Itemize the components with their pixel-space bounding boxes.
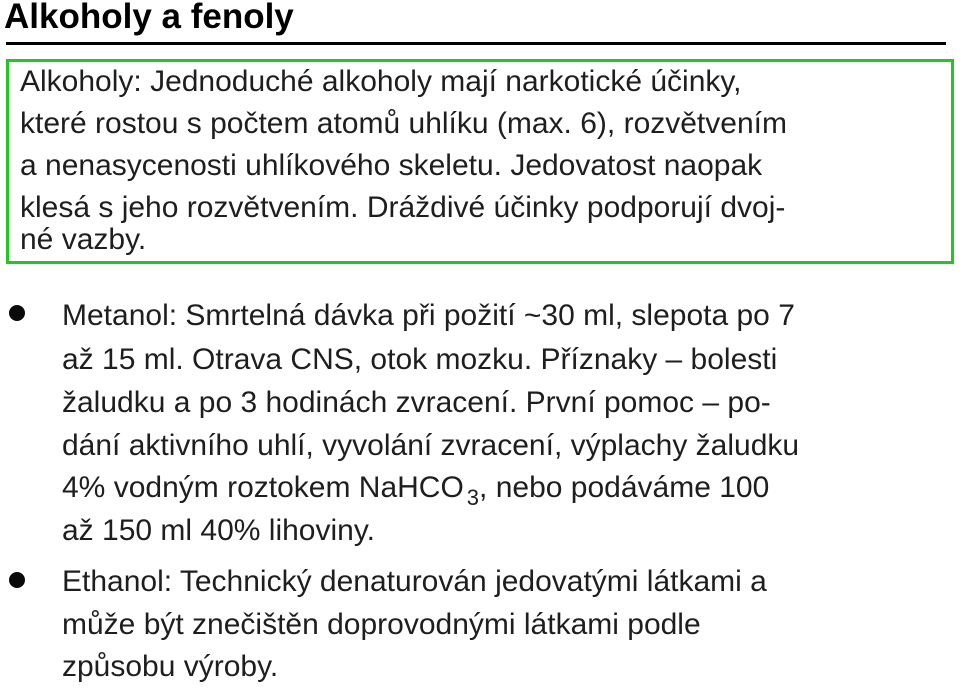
bullet-line: Metanol: Smrtelná dávka při požití ~30 ml, slepota po 7 bbox=[62, 299, 795, 332]
bullet-line: dání aktivního uhlí, vyvolání zvracení, výplachy žaludku bbox=[62, 429, 800, 462]
highlight-line: které rostou s počtem atomů uhlíku (max. 6), rozvětvením bbox=[20, 107, 787, 140]
bullet-line: může být znečištěn doprovodnými látkami podle bbox=[62, 608, 701, 641]
bullet-line: až 15 ml. Otrava CNS, otok mozku. Příznaky – bolesti bbox=[62, 343, 778, 376]
title-underline bbox=[6, 42, 946, 45]
highlight-line: né vazby. bbox=[20, 223, 147, 256]
highlight-line: Alkoholy: Jednoduché alkoholy mají narkotické účinky, bbox=[20, 65, 742, 98]
page-title: Alkoholy a fenoly bbox=[4, 0, 294, 36]
bullet-dot-icon bbox=[9, 572, 25, 588]
formula-line bbox=[62, 466, 769, 512]
highlight-line: a nenasycenosti uhlíkového skeletu. Jedovatost naopak bbox=[20, 149, 763, 182]
bullet-line: způsobu výroby. bbox=[62, 650, 279, 683]
formula-text-before: 4% vodným roztokem NaHCO bbox=[62, 471, 464, 504]
formula-text-after: , nebo podáváme 100 bbox=[479, 471, 770, 504]
bullet-line: až 150 ml 40% lihoviny. bbox=[62, 514, 375, 547]
bullet-dot-icon bbox=[9, 305, 25, 321]
bullet-line: Ethanol: Technický denaturován jedovatými látkami a bbox=[62, 565, 767, 598]
formula-subscript: 3 bbox=[466, 485, 480, 510]
bullet-line: žaludku a po 3 hodinách zvracení. První pomoc – po- bbox=[62, 386, 771, 419]
highlight-line: klesá s jeho rozvětvením. Dráždivé účinky podporují dvoj- bbox=[20, 191, 786, 224]
